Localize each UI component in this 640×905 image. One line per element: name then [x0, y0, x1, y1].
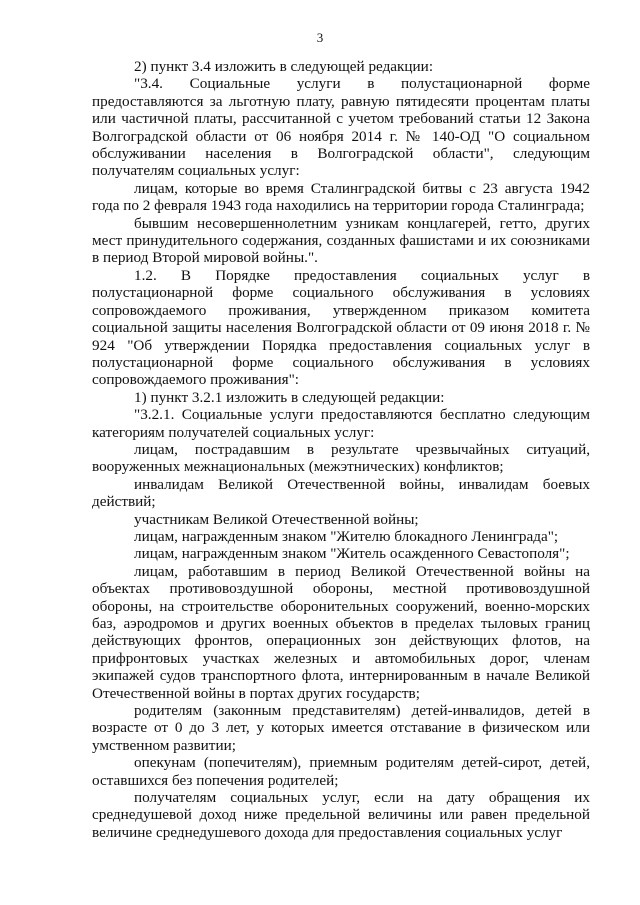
paragraph: лицам, пострадавшим в результате чрезвычайных ситуаций, вооруженных межнациональных (межэтнических) конфликтов; — [92, 440, 590, 476]
paragraph: опекунам (попечителям), приемным родителям детей-сирот, детей, оставшихся без попечения родителей; — [92, 754, 590, 789]
paragraph: "3.2.1. Социальные услуги предоставляются бесплатно следующим категориям получателей социальных услуг: — [92, 406, 590, 441]
paragraph: инвалидам Великой Отечественной войны, инвалидам боевых действий; — [92, 475, 590, 511]
paragraph: 2) пункт 3.4 изложить в следующей редакции: — [134, 58, 434, 75]
page-number: 3 — [316, 30, 324, 45]
paragraph: лицам, награжденным знаком "Жителю блокадного Ленинграда"; — [134, 527, 559, 545]
paragraph: "3.4. Социальные услуги в полустационарной форме предоставляются за льготную плату, равную пятидесяти процентам платы или частичной платы, рассчитанной с учетом требований статьи 12 Закона Волгоградской области от 06 ноября 2014 г. № 140-ОД "О социальном обслуживании населения в Волгоградской области", следующим получателям социальных услуг: — [92, 75, 590, 180]
paragraph: лицам, которые во время Сталинградской битвы с 23 августа 1942 года по 2 февраля 1943 года находились на территории города Сталинграда; — [92, 179, 590, 215]
paragraph: лицам, награжденным знаком "Житель осажденного Севастополя"; — [134, 545, 570, 563]
document-body — [92, 58, 590, 841]
paragraph: лицам, работавшим в период Великой Отечественной войны на объектах противовоздушной обороны, местной противовоздушной обороны, на строительстве оборонительных сооружений, военно-морских баз, аэродромов и других военных объектов в пределах тыловых границ действующих фронтов, операционных зон действующих флотов, на прифронтовых участках железных и автомобильных дорог, членам экипажей судов транспортного флота, интернированным в начале Великой Отечественной войны в портах других государств; — [92, 562, 590, 702]
paragraph: родителям (законным представителям) детей-инвалидов, детей в возрасте от 0 до 3 лет, у которых имеется отставание в физическом или умственном развитии; — [92, 702, 590, 754]
paragraph: 1) пункт 3.2.1 изложить в следующей редакции: — [134, 388, 445, 406]
paragraph: бывшим несовершеннолетним узникам концлагерей, гетто, других мест принудительного содержания, созданных фашистами и их союзниками в период Второй мировой войны.". — [92, 214, 590, 267]
paragraph: 1.2. В Порядке предоставления социальных услуг в полустационарной форме социального обслуживания в условиях сопровождаемого проживания, утвержденном приказом комитета социальной защиты населения Волгоградской области от 09 июня 2018 г. № 924 "Об утверждении Порядка предоставления социальных услуг в полустационарной форме социального обслуживания в условиях сопровождаемого проживания": — [92, 266, 590, 389]
paragraph: получателям социальных услуг, если на дату обращения их среднедушевой доход ниже предельной величины или равен предельной величине среднедушевого дохода для предоставления социальных услуг — [92, 789, 590, 841]
paragraph: участникам Великой Отечественной войны; — [134, 510, 419, 528]
